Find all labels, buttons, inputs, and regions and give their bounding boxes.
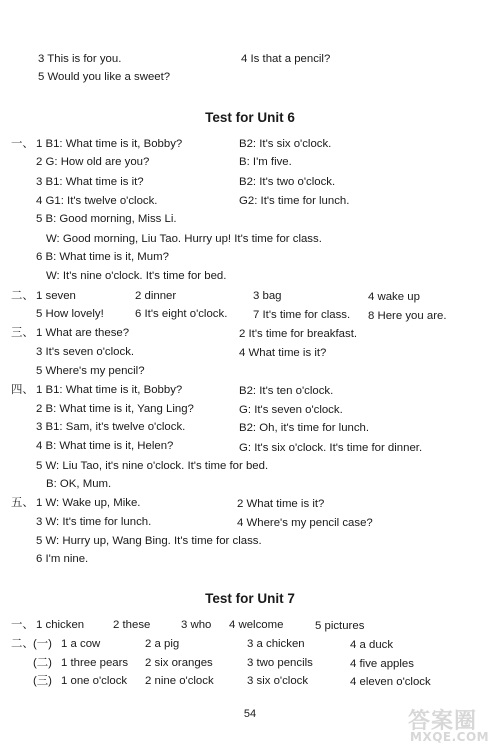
u6-s3-answer-2: 2 It's time for breakfast. — [239, 328, 358, 340]
u7-p2-answer-3: 3 two pencils — [247, 657, 313, 669]
u6-s4-row1-right: B2: It's ten o'clock. — [239, 385, 334, 397]
u6-s1-row1-left: 1 B1: What time is it, Bobby? — [36, 138, 183, 150]
watermark-text: 答案圈 — [408, 709, 478, 734]
u6-s3-answer-3: 3 It's seven o'clock. — [36, 346, 135, 358]
prev-answer-4: 4 Is that a pencil? — [241, 53, 331, 65]
u6-s2-answer-2: 2 dinner — [135, 290, 177, 302]
u7-p2-answer-4: 4 five apples — [350, 658, 414, 670]
unit-6-heading: Test for Unit 6 — [205, 110, 295, 125]
u6-s1-row4-left: 4 G1: It's twelve o'clock. — [36, 195, 158, 207]
u6-s2-answer-4: 4 wake up — [368, 291, 420, 303]
u7-p1-answer-1: 1 a cow — [61, 638, 101, 650]
u7-p1-answer-3: 3 a chicken — [247, 638, 305, 650]
section-mark-2: 二、 — [11, 290, 34, 302]
u6-s4-row1-left: 1 B1: What time is it, Bobby? — [36, 384, 183, 396]
u6-s2-answer-8: 8 Here you are. — [368, 310, 447, 322]
u6-s1-row5-left: 5 B: Good morning, Miss Li. — [36, 213, 177, 225]
u6-s5-answer-4: 4 Where's my pencil case? — [237, 517, 373, 529]
u6-s5-answer-5: 5 W: Hurry up, Wang Bing. It's time for class. — [36, 535, 262, 547]
u6-s5-answer-1: 1 W: Wake up, Mike. — [36, 497, 141, 509]
u6-s3-answer-4: 4 What time is it? — [239, 347, 327, 359]
u6-s4-row2-left: 2 B: What time is it, Yang Ling? — [36, 403, 194, 415]
u6-s1-row2-right: B: I'm five. — [239, 156, 292, 168]
u7-s1-answer-1: 1 chicken — [36, 619, 85, 631]
u7-p1-answer-2: 2 a pig — [145, 638, 180, 650]
section-mark-5: 五、 — [11, 497, 34, 509]
section-mark-1: 一、 — [11, 138, 34, 150]
page-number: 54 — [243, 708, 257, 720]
u7-s1-answer-5: 5 pictures — [315, 620, 365, 632]
u6-s1-row4-right: G2: It's time for lunch. — [239, 195, 350, 207]
u6-s4-row2-right: G: It's seven o'clock. — [239, 404, 343, 416]
u7-p3-answer-4: 4 eleven o'clock — [350, 676, 431, 688]
u6-s4-row3-left: 3 B1: Sam, it's twelve o'clock. — [36, 421, 186, 433]
u6-s5-answer-3: 3 W: It's time for lunch. — [36, 516, 152, 528]
u6-s5-answer-6: 6 I'm nine. — [36, 553, 89, 565]
u7-s1-answer-2: 2 these — [113, 619, 151, 631]
u6-s4-row4-left: 4 B: What time is it, Helen? — [36, 440, 174, 452]
u6-s3-answer-5: 5 Where's my pencil? — [36, 365, 145, 377]
u6-s1-row3-right: B2: It's two o'clock. — [239, 176, 336, 188]
u6-s3-answer-1: 1 What are these? — [36, 327, 130, 339]
u6-s1-row6-reply: W: It's nine o'clock. It's time for bed. — [46, 270, 227, 282]
section-mark-3: 三、 — [11, 327, 34, 339]
u7-section-mark-2: 二、 — [11, 638, 34, 650]
u7-p1-answer-4: 4 a duck — [350, 639, 394, 651]
u6-s2-answer-3: 3 bag — [253, 290, 282, 302]
u6-s2-answer-6: 6 It's eight o'clock. — [135, 308, 228, 320]
watermark-logo — [408, 704, 494, 748]
u7-part-mark-1: (一) — [33, 638, 52, 650]
watermark-url: MXQE.COM — [410, 730, 490, 744]
u7-part-mark-2: (二) — [33, 657, 52, 669]
u6-s4-row5: 5 W: Liu Tao, it's nine o'clock. It's time for bed. — [36, 460, 269, 472]
u7-p3-answer-3: 3 six o'clock — [247, 675, 309, 687]
u7-p2-answer-1: 1 three pears — [61, 657, 129, 669]
u7-p3-answer-2: 2 nine o'clock — [145, 675, 214, 687]
u6-s5-answer-2: 2 What time is it? — [237, 498, 325, 510]
u7-p3-answer-1: 1 one o'clock — [61, 675, 128, 687]
prev-answer-3: 3 This is for you. — [38, 53, 122, 65]
u7-section-mark-1: 一、 — [11, 619, 34, 631]
u6-s1-row3-left: 3 B1: What time is it? — [36, 176, 144, 188]
u6-s4-row3-right: B2: Oh, it's time for lunch. — [239, 422, 370, 434]
u7-p2-answer-2: 2 six oranges — [145, 657, 213, 669]
u6-s1-row1-right: B2: It's six o'clock. — [239, 138, 332, 150]
u6-s2-answer-7: 7 It's time for class. — [253, 309, 351, 321]
u6-s4-row5-reply: B: OK, Mum. — [46, 478, 112, 490]
u6-s2-answer-1: 1 seven — [36, 290, 76, 302]
prev-answer-5: 5 Would you like a sweet? — [38, 71, 171, 83]
u6-s4-row4-right: G: It's six o'clock. It's time for dinner. — [239, 442, 423, 454]
u6-s1-row2-left: 2 G: How old are you? — [36, 156, 150, 168]
u6-s1-row5-reply: W: Good morning, Liu Tao. Hurry up! It's time for class. — [46, 233, 322, 245]
u6-s1-row6-left: 6 B: What time is it, Mum? — [36, 251, 169, 263]
unit-7-heading: Test for Unit 7 — [205, 591, 295, 606]
section-mark-4: 四、 — [11, 384, 34, 396]
u7-part-mark-3: (三) — [33, 675, 52, 687]
u6-s2-answer-5: 5 How lovely! — [36, 308, 104, 320]
u7-s1-answer-4: 4 welcome — [229, 619, 284, 631]
u7-s1-answer-3: 3 who — [181, 619, 212, 631]
